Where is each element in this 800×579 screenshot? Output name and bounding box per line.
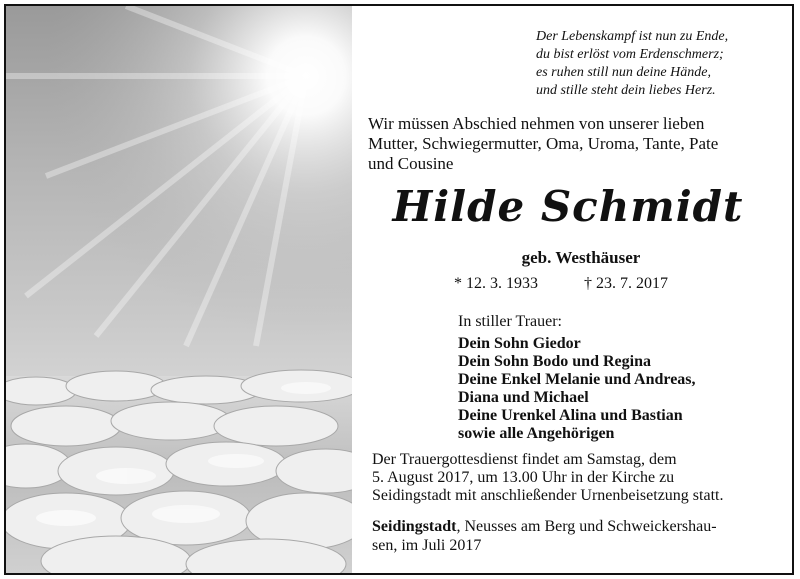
intro-line: Mutter, Schwiegermutter, Oma, Uroma, Tante, Pate [368,134,719,153]
service-line: Der Trauergottesdienst findet am Samstag, dem [372,451,677,468]
poem-line: und stille steht dein liebes Herz. [536,83,716,98]
place-line-2: sen, im Juli 2017 [372,537,482,554]
obituary-notice [4,4,794,575]
mourner-line: sowie alle Angehörigen [458,425,615,442]
intro-line: Wir müssen Abschied nehmen von unserer lieben [368,114,705,133]
service-line: Seidingstadt mit anschließender Urnenbeisetzung statt. [372,487,724,504]
mourner-line: Deine Enkel Melanie und Andreas, [458,371,696,388]
birth-date: * 12. 3. 1933 [454,275,538,292]
place-and-date [372,517,782,555]
poem [536,28,786,100]
poem-line: es ruhen still nun deine Hände, [536,65,711,80]
mourner-line: Dein Sohn Giedor [458,335,581,352]
intro-text [368,114,788,174]
mourner-line: Dein Sohn Bodo und Regina [458,353,651,370]
service-info [372,451,782,505]
place-rest: , Neusses am Berg und Schweickershau- [456,518,717,535]
mourning-intro: In stiller Trauer: [458,313,562,330]
intro-line: und Cousine [368,154,454,173]
sunlight-over-clouds-image [6,6,352,573]
poem-line: Der Lebenskampf ist nun zu Ende, [536,29,729,44]
place-name: Seidingstadt [372,518,457,535]
sky-clouds-photo [6,6,352,573]
mourner-line: Deine Urenkel Alina und Bastian [458,407,683,424]
poem-line: du bist erlöst vom Erdenschmerz; [536,47,724,62]
deceased-name: Hilde Schmidt [392,182,744,231]
mourner-line: Diana und Michael [458,389,589,406]
place-line [372,517,782,536]
birth-name: geb. Westhäuser [521,248,641,267]
mourners-list [458,335,696,443]
service-line: 5. August 2017, um 13.00 Uhr in der Kirche zu [372,469,675,486]
death-date: † 23. 7. 2017 [584,275,668,292]
